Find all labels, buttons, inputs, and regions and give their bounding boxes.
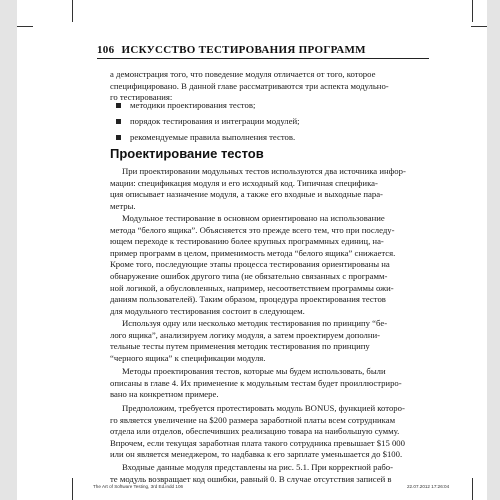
- text-line: метода “белого ящика”. Объясняется это прежде всего тем, что при последу-: [110, 224, 395, 235]
- text-line: “черного ящика” к спецификации модуля.: [110, 352, 266, 363]
- text-line: отдела или отделов, обеспечивших реализацию товара на наибольшую сумму.: [110, 426, 400, 437]
- text-line: При проектировании модульных тестов используются два источника инфор-: [122, 166, 406, 176]
- text-line: пример программ в целом, применимость метода “белого ящика” снижается.: [110, 247, 396, 258]
- crop-mark: [471, 26, 487, 27]
- intro-paragraph: [110, 69, 428, 104]
- text-line: мации: спецификация модуля и его исходный код. Типичная специфика-: [110, 177, 378, 188]
- aspects-list: [110, 100, 428, 148]
- paragraph: [110, 462, 428, 485]
- list-item: методики проектирования тестов;: [110, 100, 428, 112]
- text-line: Входные данные модуля представлены на рис. 5.1. При корректной рабо-: [122, 462, 393, 472]
- text-line: го тестирования:: [110, 92, 173, 103]
- print-slug-timestamp: 22.07.2012 17:26:04: [407, 484, 450, 489]
- bullet-square-icon: [116, 135, 121, 140]
- text-line: те модуль возвращает код ошибки, равный 0. В случае отсутствия записей в: [110, 473, 392, 484]
- text-line: для модульного тестирования состоит в следующем.: [110, 305, 305, 316]
- text-line: вано на конкретном примере.: [110, 389, 219, 400]
- text-line: метры.: [110, 200, 136, 211]
- text-line: Впрочем, если текущая заработная плата такого сотрудника превышает $15 000: [110, 437, 405, 448]
- text-line: лого ящика”, анализируем логику модуля, а затем проектируем дополни-: [110, 329, 381, 340]
- text-line: а демонстрация того, что поведение модуля отличается от того, которое: [110, 69, 376, 79]
- list-item: порядок тестирования и интеграции модулей;: [110, 116, 428, 128]
- crop-mark: [472, 0, 473, 22]
- text-line: даниям пользователей). Таким образом, процедура проектирования тестов: [110, 294, 386, 305]
- text-line: ной логикой, а обусловленных, например, несоответствием программы ожи-: [110, 282, 394, 293]
- text-line: или он является менеджером, то надбавка к его зарплате уменьшается до $100.: [110, 449, 403, 460]
- text-line: тельные тесты путем применения методик тестирования по принципу: [110, 341, 370, 352]
- paragraph: [110, 213, 428, 317]
- crop-mark: [72, 0, 73, 22]
- text-line: Предположим, требуется протестировать модуль BONUS, функцией которо-: [122, 403, 405, 413]
- text-line: Методы проектирования тестов, которые мы будем использовать, были: [122, 366, 386, 376]
- text-line: Модульное тестирование в основном ориентировано на использование: [122, 213, 385, 223]
- section-heading: Проектирование тестов: [110, 146, 264, 161]
- crop-mark: [17, 26, 33, 27]
- header-rule: [97, 58, 429, 59]
- paragraph: [110, 166, 428, 212]
- text-line: обнаружение ошибок другого типа (не обязательно связанных с программ-: [110, 270, 388, 281]
- book-page: [17, 0, 487, 500]
- text-line: го является увеличение на $200 размера заработной платы всем сотрудникам: [110, 414, 396, 425]
- text-line: специфицировано. В данной главе рассматриваются три аспекта модульно-: [110, 80, 389, 91]
- crop-mark: [472, 478, 473, 500]
- text-line: ющем переходе к тестированию более крупных программных единиц, на-: [110, 236, 384, 247]
- list-item: рекомендуемые правила выполнения тестов.: [110, 132, 428, 144]
- running-header: [97, 44, 366, 56]
- text-line: Кроме того, последующие этапы процесса тестирования ориентированы на: [110, 259, 390, 270]
- page-number: 106: [97, 44, 115, 56]
- paragraph: [110, 403, 428, 461]
- bullet-square-icon: [116, 119, 121, 124]
- paragraph: [110, 366, 428, 401]
- crop-mark: [72, 478, 73, 500]
- text-line: ция описывает назначение модуля, а также его входные и выходные пара-: [110, 189, 383, 200]
- text-line: Используя одну или несколько методик тестирования по принципу “бе-: [122, 318, 388, 328]
- paragraph: [110, 318, 428, 364]
- print-slug-filename: The Art of Software Testing, 3rd Ed.indd 106: [93, 484, 184, 489]
- bullet-square-icon: [116, 103, 121, 108]
- text-line: описаны в главе 4. Их применение к модульным тестам будет проиллюстриро-: [110, 377, 402, 388]
- book-title: ИСКУССТВО ТЕСТИРОВАНИЯ ПРОГРАММ: [121, 44, 366, 56]
